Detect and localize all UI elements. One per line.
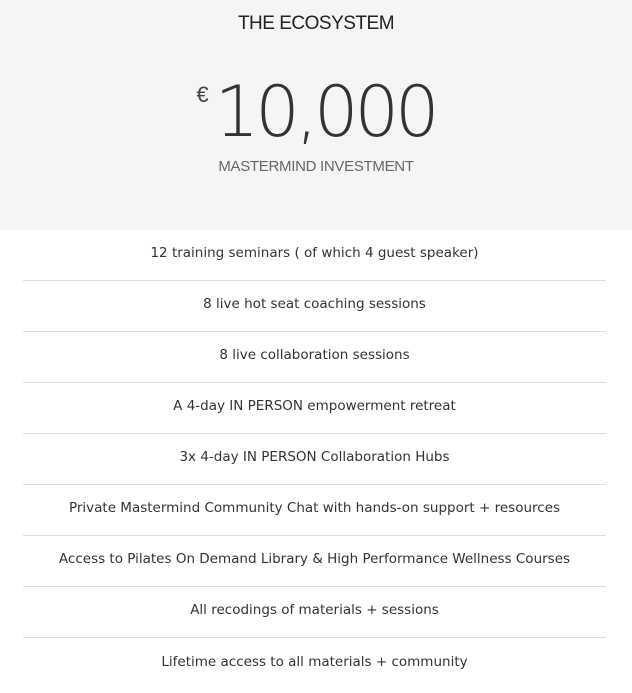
feature-item: Private Mastermind Community Chat with hands-on support + resources [23, 485, 606, 536]
feature-item: 8 live hot seat coaching sessions [23, 281, 606, 332]
feature-item: 3x 4-day IN PERSON Collaboration Hubs [23, 434, 606, 485]
page-title: THE ECOSYSTEM [237, 13, 395, 34]
price-subtitle: MASTERMIND INVESTMENT [218, 158, 414, 175]
feature-list [0, 230, 632, 689]
feature-item: All recodings of materials + sessions [23, 587, 606, 638]
feature-item: 8 live collaboration sessions [23, 332, 606, 383]
pricing-header [0, 0, 632, 230]
feature-item: A 4-day IN PERSON empowerment retreat [23, 383, 606, 434]
feature-item: 12 training seminars ( of which 4 guest speaker) [23, 230, 606, 281]
price-amount: 10,000 [214, 71, 436, 153]
price [0, 72, 632, 152]
feature-item: Access to Pilates On Demand Library & High Performance Wellness Courses [23, 536, 606, 587]
feature-item: Lifetime access to all materials + community [161, 653, 468, 670]
currency-symbol: € [196, 82, 209, 107]
